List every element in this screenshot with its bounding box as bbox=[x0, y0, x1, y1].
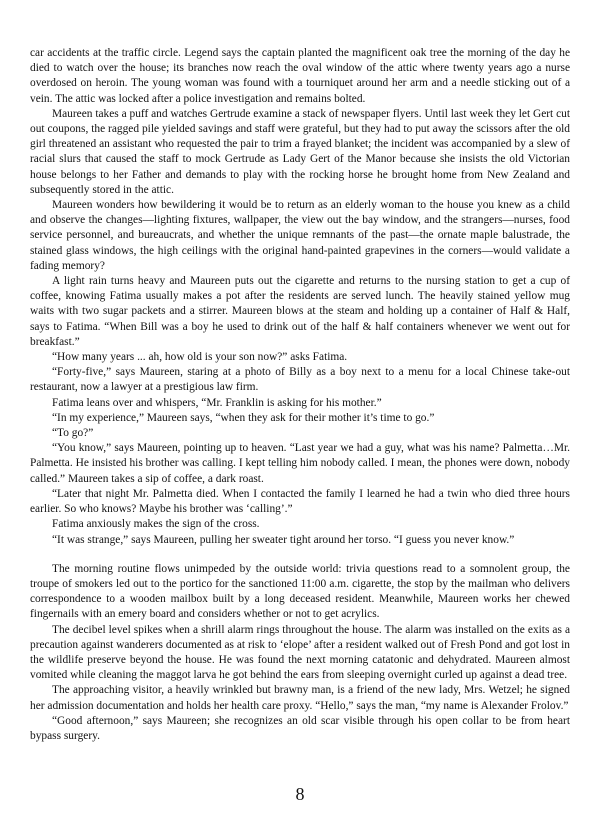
paragraph: The approaching visitor, a heavily wrinkled but brawny man, is a friend of the new lady, Mrs. Wetzel; he signed her admission documentation and holds her health care proxy. “Hello,” says the man, “my name is Alexander Frolov.” bbox=[30, 684, 570, 712]
paragraph: car accidents at the traffic circle. Legend says the captain planted the magnificent oak tree the morning of the day he died to watch over the house; its branches now reach the oval window of the attic where twenty years ago a nurse overdosed on heroin. The young woman was found with a tourniquet around her arm and a needle sticking out of a vein. The attic was locked after a police investigation and remains bolted. bbox=[30, 47, 570, 105]
section-break bbox=[30, 548, 570, 562]
dialogue-line: Fatima leans over and whispers, “Mr. Franklin is asking for his mother.” bbox=[52, 396, 382, 409]
paragraph: The decibel level spikes when a shrill alarm rings throughout the house. The alarm was installed on the exits as a precaution against wanderers documented as at risk to ‘elope’ after a resident walked out of Fresh Pond and got lost in the wildlife preserve beyond the house. He was found the next morning catatonic and dehydrated. Maureen almost vomited while cleaning the maggot larva he got behind the ears from sleeping overnight curled up against a dead tree. bbox=[30, 623, 570, 682]
paragraph: Fatima anxiously makes the sign of the cross. bbox=[52, 518, 260, 531]
paragraph: Maureen takes a puff and watches Gertrude examine a stack of newspaper flyers. Until last week they let Gert cut out coupons, the ragged pile yielded savings and staff were grateful, but they had to put away the scissors after the old girl threatened an assistant who requested the pair to trim a frayed blanket; the incident was accompanied by a slew of racial slurs that caused the staff to mock Gertrude as Lady Gert of the Manor because she insists the old Victorian house belongs to her Father and demands to play with the rocking horse he brought home from New Zealand and subsequently stored in the attic. bbox=[30, 107, 570, 196]
dialogue-line: “Later that night Mr. Palmetta died. When I contacted the family I learned he had a twin who died three hours earlier. So who knows? Maybe his brother was ‘calling’.” bbox=[30, 487, 570, 516]
paragraph: A light rain turns heavy and Maureen puts out the cigarette and returns to the nursing station to get a cup of coffee, knowing Fatima usually makes a pot after the residents are served lunch. The heavily stained yellow mug waits with two sugar packets and a stirrer. Maureen blows at the steam and holding up a container of Half & Half, says to Fatima. “When Bill was a boy he used to drink out of the half & half containers whenever we went out for breakfast.” bbox=[30, 275, 570, 348]
page-body bbox=[30, 46, 570, 744]
page-number: 8 bbox=[295, 784, 305, 804]
paragraph: The morning routine flows unimpeded by the outside world: trivia questions read to a somnolent group, the troupe of smokers led out to the portico for the sanctioned 11:00 a.m. cigarette, the stop by the mailman who delivers correspondence to a wooden mailbox built by a long deceased resident. Meanwhile, Maureen works her chewed fingernails with an emery board and considers whether or not to get acrylics. bbox=[30, 562, 570, 621]
dialogue-line: “Good afternoon,” says Maureen; she recognizes an old scar visible through his open collar to be from heart bypass surgery. bbox=[30, 714, 570, 742]
dialogue-line: “Forty-five,” says Maureen, staring at a photo of Billy as a boy next to a menu for a local Chinese take-out restaurant, now a lawyer at a prestigious law firm. bbox=[30, 366, 570, 394]
dialogue-line: “To go?” bbox=[52, 427, 94, 440]
dialogue-line: “It was strange,” says Maureen, pulling her sweater tight around her torso. “I guess you never know.” bbox=[52, 533, 515, 546]
paragraph: Maureen wonders how bewildering it would be to return as an elderly woman to the house you knew as a child and observe the changes—lighting fixtures, wallpaper, the view out the bay window, and the strangers—nurses, food service personnel, and bureaucrats, and whether the unique remnants of the past—the ornate maple balustrade, the stained glass windows, the high ceilings with the original hand-painted grapevines in the corners—would validate a fading memory? bbox=[30, 199, 570, 272]
dialogue-line: “In my experience,” Maureen says, “when they ask for their mother it’s time to go.” bbox=[52, 411, 435, 424]
dialogue-line: “You know,” says Maureen, pointing up to heaven. “Last year we had a guy, what was his name? Palmetta…Mr. Palmetta. He insisted his brother was calling. I kept telling him nobody called. I mean, the phones were down, nobody called.” Maureen takes a sip of coffee, a dark roast. bbox=[30, 442, 570, 485]
dialogue-line: “How many years ... ah, how old is your son now?” asks Fatima. bbox=[52, 351, 348, 364]
